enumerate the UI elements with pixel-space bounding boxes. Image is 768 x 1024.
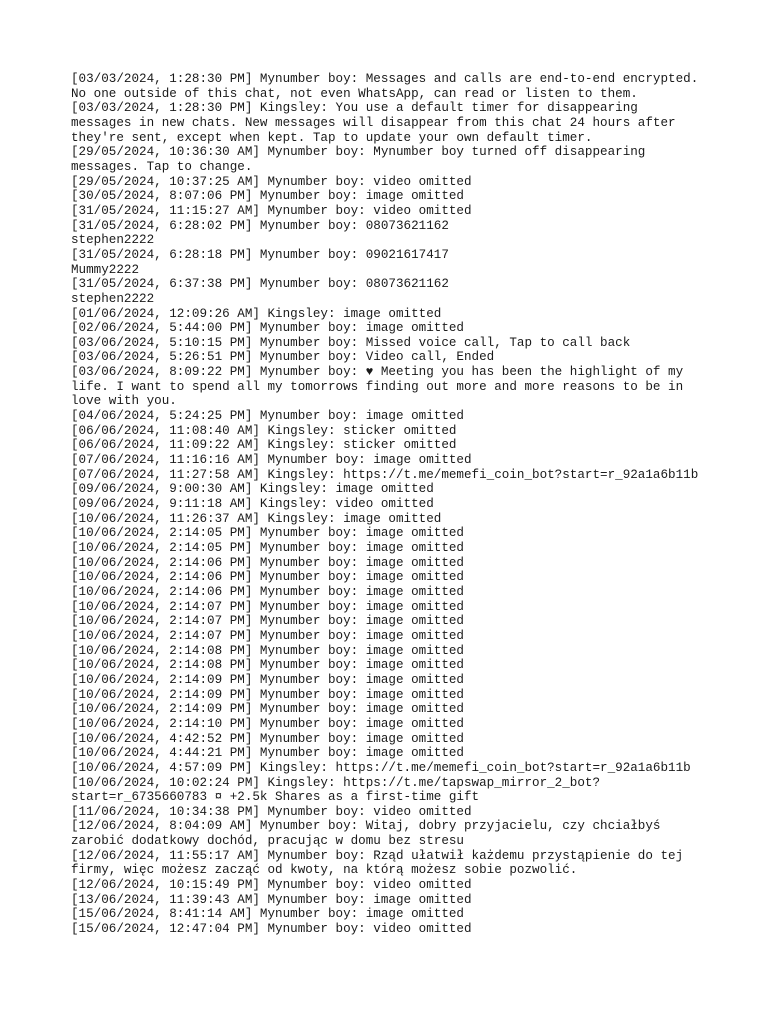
chat-line: [09/06/2024, 9:11:18 AM] Kingsley: video omitted: [71, 497, 434, 512]
chat-line: [03/06/2024, 8:09:22 PM] Mynumber boy: ♥ Meeting you has been the highlight of my: [71, 365, 684, 380]
chat-line: [10/06/2024, 2:14:06 PM] Mynumber boy: image omitted: [71, 570, 464, 585]
chat-line: [10/06/2024, 4:44:21 PM] Mynumber boy: image omitted: [71, 746, 464, 761]
chat-line: [12/06/2024, 8:04:09 AM] Mynumber boy: Witaj, dobry przyjacielu, czy chciałbyś: [71, 819, 661, 834]
chat-line: Mummy2222: [71, 262, 140, 277]
chat-line: [10/06/2024, 2:14:08 PM] Mynumber boy: image omitted: [71, 658, 464, 673]
chat-line: firmy, więc możesz zacząć od kwoty, na którą możesz sobie pozwolić.: [71, 863, 578, 878]
chat-line: [06/06/2024, 11:08:40 AM] Kingsley: sticker omitted: [71, 423, 457, 438]
chat-line: [10/06/2024, 2:14:09 PM] Mynumber boy: image omitted: [71, 687, 464, 702]
chat-line: [10/06/2024, 4:42:52 PM] Mynumber boy: image omitted: [71, 731, 464, 746]
chat-line: [30/05/2024, 8:07:06 PM] Mynumber boy: image omitted: [71, 189, 464, 204]
chat-line: stephen2222: [71, 291, 155, 306]
chat-line: [12/06/2024, 10:15:49 PM] Mynumber boy: video omitted: [71, 878, 472, 893]
chat-line: [03/06/2024, 5:26:51 PM] Mynumber boy: Video call, Ended: [71, 350, 495, 365]
chat-line: [29/05/2024, 10:37:25 AM] Mynumber boy: video omitted: [71, 174, 472, 189]
chat-line: [07/06/2024, 11:27:58 AM] Kingsley: https://t.me/memefi_coin_bot?start=r_92a1a6b11b: [71, 467, 699, 482]
chat-log: [71, 72, 731, 937]
chat-line: [10/06/2024, 2:14:06 PM] Mynumber boy: image omitted: [71, 555, 464, 570]
chat-line: [10/06/2024, 2:14:08 PM] Mynumber boy: image omitted: [71, 643, 464, 658]
chat-line: [09/06/2024, 9:00:30 AM] Kingsley: image omitted: [71, 482, 434, 497]
chat-line: [07/06/2024, 11:16:16 AM] Mynumber boy: image omitted: [71, 453, 472, 468]
chat-line: [10/06/2024, 2:14:07 PM] Mynumber boy: image omitted: [71, 614, 464, 629]
chat-line: [04/06/2024, 5:24:25 PM] Mynumber boy: image omitted: [71, 409, 464, 424]
chat-line: [10/06/2024, 11:26:37 AM] Kingsley: image omitted: [71, 511, 442, 526]
chat-line: [15/06/2024, 8:41:14 AM] Mynumber boy: image omitted: [71, 907, 464, 922]
chat-line: [10/06/2024, 2:14:07 PM] Mynumber boy: image omitted: [71, 628, 464, 643]
chat-line: [10/06/2024, 2:14:05 PM] Mynumber boy: image omitted: [71, 541, 464, 555]
chat-line: [10/06/2024, 2:14:05 PM] Mynumber boy: image omitted: [71, 526, 464, 541]
chat-line: [10/06/2024, 2:14:09 PM] Mynumber boy: image omitted: [71, 672, 464, 687]
chat-line: [15/06/2024, 12:47:04 PM] Mynumber boy: video omitted: [71, 922, 472, 937]
chat-line: [10/06/2024, 2:14:06 PM] Mynumber boy: image omitted: [71, 584, 464, 599]
chat-line: [31/05/2024, 6:28:02 PM] Mynumber boy: 08073621162: [71, 218, 449, 233]
chat-line: messages. Tap to change.: [71, 159, 253, 174]
chat-line: stephen2222: [71, 233, 155, 248]
chat-line: love with you.: [71, 394, 177, 409]
chat-line: [06/06/2024, 11:09:22 AM] Kingsley: sticker omitted: [71, 438, 457, 453]
chat-line: [31/05/2024, 6:37:38 PM] Mynumber boy: 08073621162: [71, 277, 449, 292]
chat-line: [11/06/2024, 10:34:38 PM] Mynumber boy: video omitted: [71, 804, 472, 819]
chat-line: [10/06/2024, 4:57:09 PM] Kingsley: https://t.me/memefi_coin_bot?start=r_92a1a6b11b: [71, 760, 691, 775]
chat-line: [12/06/2024, 11:55:17 AM] Mynumber boy: Rząd ułatwił każdemu przystąpienie do tej: [71, 848, 684, 863]
chat-line: start=r_6735660783 ¤ +2.5k Shares as a first-time gift: [71, 790, 480, 805]
chat-line: [03/06/2024, 5:10:15 PM] Mynumber boy: Missed voice call, Tap to call back: [71, 335, 631, 350]
chat-line: they're sent, except when kept. Tap to update your own default timer.: [71, 130, 593, 145]
chat-line: [29/05/2024, 10:36:30 AM] Mynumber boy: Mynumber boy turned off disappearing: [71, 145, 646, 160]
chat-line: [01/06/2024, 12:09:26 AM] Kingsley: image omitted: [71, 306, 442, 321]
chat-line: [31/05/2024, 11:15:27 AM] Mynumber boy: video omitted: [71, 203, 472, 218]
chat-line: zarobić dodatkowy dochód, pracując w domu bez stresu: [71, 834, 464, 849]
chat-line: life. I want to spend all my tomorrows finding out more and more reasons to be in: [71, 379, 684, 394]
chat-line: [13/06/2024, 11:39:43 AM] Mynumber boy: image omitted: [71, 892, 472, 907]
chat-line: [10/06/2024, 10:02:24 PM] Kingsley: https://t.me/tapswap_mirror_2_bot?: [71, 775, 601, 790]
chat-line: [10/06/2024, 2:14:10 PM] Mynumber boy: image omitted: [71, 716, 464, 731]
chat-line: [03/03/2024, 1:28:30 PM] Kingsley: You use a default timer for disappearing: [71, 101, 638, 116]
chat-line: [10/06/2024, 2:14:07 PM] Mynumber boy: image omitted: [71, 599, 464, 614]
chat-line: messages in new chats. New messages will disappear from this chat 24 hours after: [71, 115, 676, 130]
chat-line: [03/03/2024, 1:28:30 PM] Mynumber boy: Messages and calls are end-to-end encrypted.: [71, 72, 699, 86]
chat-line: [10/06/2024, 2:14:09 PM] Mynumber boy: image omitted: [71, 702, 464, 717]
chat-line: [02/06/2024, 5:44:00 PM] Mynumber boy: image omitted: [71, 321, 464, 336]
chat-line: [31/05/2024, 6:28:18 PM] Mynumber boy: 09021617417: [71, 247, 449, 262]
chat-line: No one outside of this chat, not even WhatsApp, can read or listen to them.: [71, 86, 638, 101]
